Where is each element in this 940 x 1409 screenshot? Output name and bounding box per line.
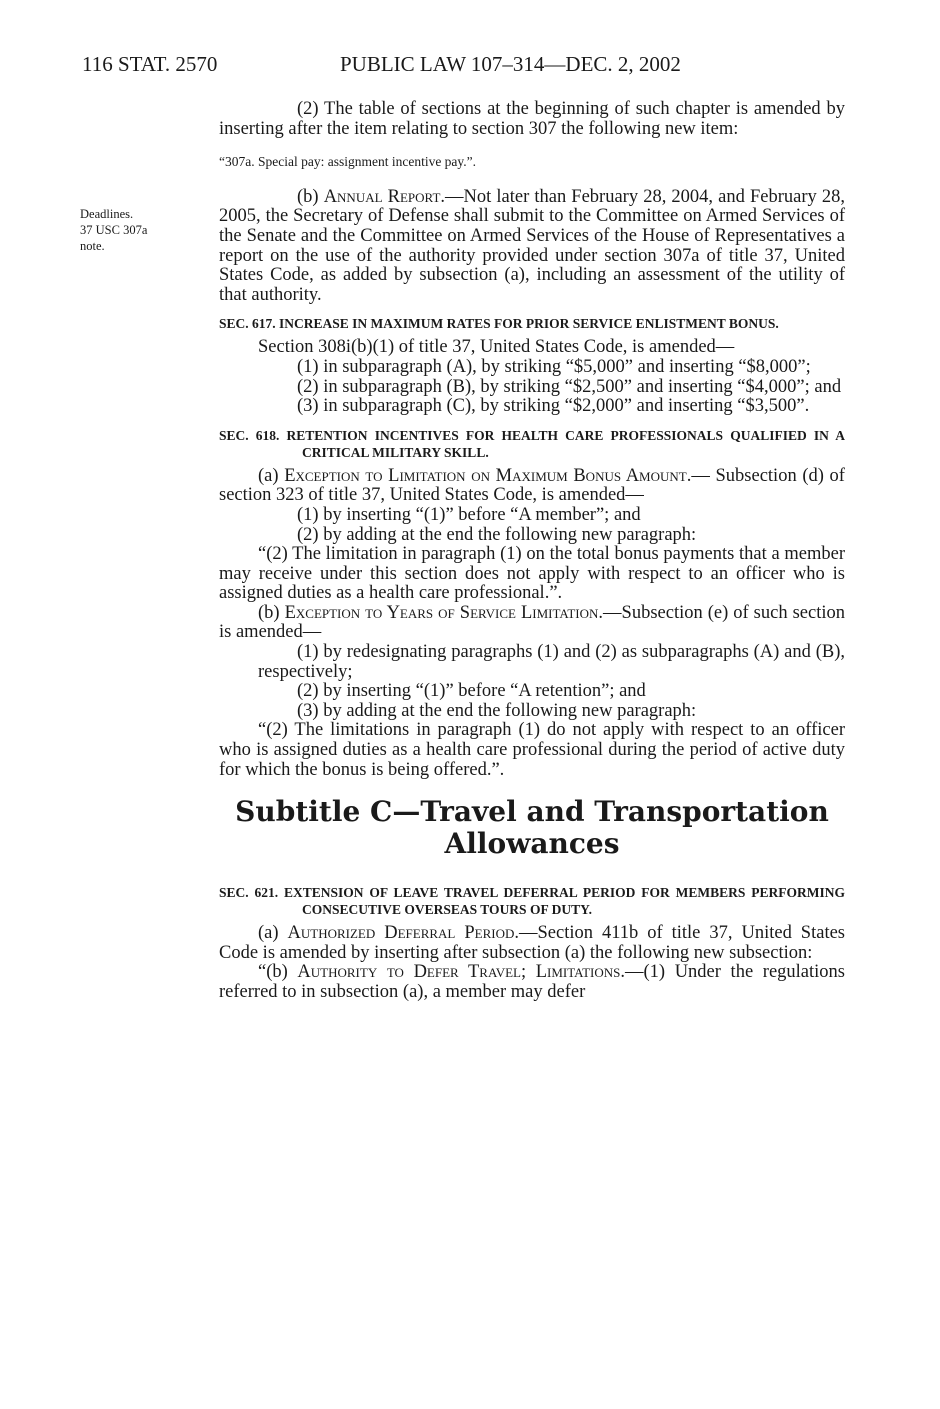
page-number-header: 116 STAT. 2570: [82, 52, 218, 76]
subsection-heading: Authority to Defer Travel; Limitations.: [297, 962, 625, 983]
paragraph-2: (2) The table of sections at the beginning of such chapter is amended by inserting after the item relating to section 307 the following new item:: [219, 99, 845, 139]
subsection-heading: Authorized Deferral Period.: [287, 923, 519, 944]
body-text: [219, 100, 845, 1003]
margin-note: [80, 206, 147, 254]
sec618-a-item: (2) by adding at the end the following new paragraph:: [297, 524, 697, 545]
sec617-item: (2) in subparagraph (B), by striking “$2,500” and inserting “$4,000”; and: [297, 376, 842, 397]
subtitle-heading: Subtitle C—Travel and Transportation Allowances: [235, 795, 829, 861]
sec618-b-item: (2) by inserting “(1)” before “A retention”; and: [297, 681, 646, 702]
sec618-a-item: (1) by inserting “(1)” before “A member”; and: [297, 504, 641, 525]
section-heading-621: SEC. 621. EXTENSION OF LEAVE TRAVEL DEFERRAL PERIOD FOR MEMBERS PERFORMING CONSECUTIVE OVERSEAS TOURS OF DUTY.: [219, 885, 845, 918]
sec617-item: (1) in subparagraph (A), by striking “$5,000” and inserting “$8,000”;: [297, 356, 811, 377]
sec618-b-item: (1) by redesignating paragraphs (1) and (2) as subparagraphs (A) and (B), respectively;: [258, 642, 845, 682]
section-heading-618: SEC. 618. RETENTION INCENTIVES FOR HEALTH CARE PROFESSIONALS QUALIFIED IN A CRITICAL MILITARY SKILL.: [219, 427, 845, 460]
margin-note-line: note.: [80, 239, 105, 253]
section-heading-617: SEC. 617. INCREASE IN MAXIMUM RATES FOR PRIOR SERVICE ENLISTMENT BONUS.: [219, 316, 779, 332]
sec621-a: (a) Authorized Deferral Period.—Section 411b of title 37, United States Code is amended by inserting after subsection (a) the following new subsection:: [219, 923, 845, 963]
subsection-heading: Exception to Years of Service Limitation.: [284, 602, 604, 623]
margin-note-line: 37 USC 307a: [80, 223, 148, 237]
sec618-a-quote: “(2) The limitation in paragraph (1) on the total bonus payments that a member may receive under this section does not apply with respect to an officer who is assigned duties as a health care professional.”.: [219, 544, 845, 604]
sec617-intro: Section 308i(b)(1) of title 37, United States Code, is amended—: [258, 337, 735, 358]
paragraph-b: (b) Annual Report.—Not later than February 28, 2004, and February 28, 2005, the Secretary of Defense shall submit to the Committee on Armed Services of the Senate and the Committee on Armed Services of the House of Representatives a report on the use of the authority provided under section 307a of title 37, United States Code, as added by subsection (a), including an assessment of the utility of that authority.: [219, 186, 845, 305]
subsection-heading: Annual Report.: [323, 186, 446, 207]
sec617-item: (3) in subparagraph (C), by striking “$2,000” and inserting “$3,500”.: [297, 396, 810, 417]
subsection-heading: Exception to Limitation on Maximum Bonus Amount.: [284, 465, 692, 486]
sec618-b-item: (3) by adding at the end the following new paragraph:: [297, 700, 697, 721]
running-title: PUBLIC LAW 107–314—DEC. 2, 2002: [340, 52, 681, 76]
sec618-a: (a) Exception to Limitation on Maximum Bonus Amount.— Subsection (d) of section 323 of title 37, United States Code, is amended—: [219, 465, 845, 506]
sec621-b: “(b) Authority to Defer Travel; Limitations.—(1) Under the regulations referred to in subsection (a), a member may defer: [219, 962, 845, 1002]
sec618-b: (b) Exception to Years of Service Limitation.—Subsection (e) of such section is amended—: [219, 602, 845, 643]
margin-note-line: Deadlines.: [80, 207, 134, 221]
table-item: “307a. Special pay: assignment incentive pay.”.: [219, 154, 477, 170]
sec618-b-quote: “(2) The limitations in paragraph (1) do not apply with respect to an officer who is assigned duties as a health care professional during the period of active duty for which the bonus is being offered.”.: [219, 720, 845, 780]
